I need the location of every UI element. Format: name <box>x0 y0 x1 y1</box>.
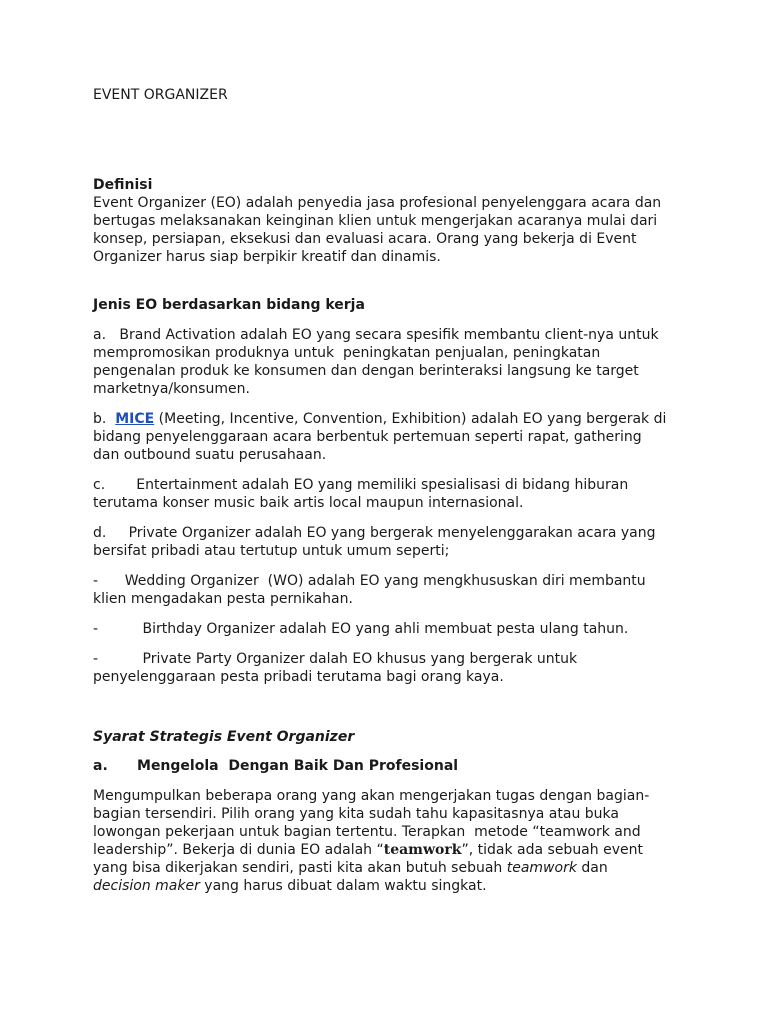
private-party-line: - Private Party Organizer dalah EO khusus yang bergerak untuk <box>93 651 578 667</box>
syarat-line4-post: ”, tidak ada sebuah event <box>461 842 643 858</box>
wedding-line: - Wedding Organizer (WO) adalah EO yang mengkhususkan diri membantu <box>93 573 646 589</box>
syarat-line4-pre: leadership”. Bekerja di dunia EO adalah “ <box>93 842 384 858</box>
paragraph-line: Event Organizer (EO) adalah penyedia jasa profesional penyelenggara acara dan <box>93 195 662 211</box>
syarat-line5-post: dan <box>576 860 608 876</box>
document-title: EVENT ORGANIZER <box>93 87 228 103</box>
syarat-line <box>93 859 608 877</box>
teamwork-italic: teamwork <box>506 860 577 876</box>
item-a-line: marketnya/konsumen. <box>93 381 250 397</box>
item-d-line: bersifat pribadi atau tertutup untuk umum seperti; <box>93 543 450 559</box>
syarat-line <box>93 877 487 895</box>
item-b-line: bidang penyelenggaraan acara berbentuk pertemuan seperti rapat, gathering <box>93 429 642 445</box>
definisi-heading: Definisi <box>93 177 153 193</box>
syarat-line: bagian tersendiri. Pilih orang yang kita sudah tahu kapasitasnya atau buka <box>93 806 619 822</box>
item-a-line: a. Brand Activation adalah EO yang secara spesifik membantu client-nya untuk <box>93 327 659 343</box>
item-b-rest: (Meeting, Incentive, Convention, Exhibition) adalah EO yang bergerak di <box>154 411 667 427</box>
wedding-line: klien mengadakan pesta pernikahan. <box>93 591 353 607</box>
mice-link[interactable]: MICE <box>115 411 155 427</box>
syarat-line <box>93 841 643 859</box>
syarat-heading: Syarat Strategis Event Organizer <box>93 729 355 745</box>
teamwork-bold: teamwork <box>383 842 462 858</box>
birthday-line: - Birthday Organizer adalah EO yang ahli membuat pesta ulang tahun. <box>93 621 629 637</box>
private-party-line: penyelenggaraan pesta pribadi terutama bagi orang kaya. <box>93 669 504 685</box>
item-b-line <box>93 410 666 428</box>
syarat-line: lowongan pekerjaan untuk bagian tertentu. Terapkan metode “teamwork and <box>93 824 641 840</box>
syarat-subheading: a. Mengelola Dengan Baik Dan Profesional <box>93 758 459 774</box>
syarat-line5-pre: yang bisa dikerjakan sendiri, pasti kita akan butuh sebuah <box>93 860 507 876</box>
paragraph-line: bertugas melaksanakan keinginan klien untuk mengerjakan acaranya mulai dari <box>93 213 658 229</box>
item-a-line: pengenalan produk ke konsumen dan dengan berinteraksi langsung ke target <box>93 363 639 379</box>
item-c-line: terutama konser music baik artis local maupun internasional. <box>93 495 524 511</box>
item-b-line: dan outbound suatu perusahaan. <box>93 447 327 463</box>
paragraph-line: konsep, persiapan, eksekusi dan evaluasi acara. Orang yang bekerja di Event <box>93 231 637 247</box>
paragraph-line: Organizer harus siap berpikir kreatif dan dinamis. <box>93 249 441 265</box>
item-a-line: mempromosikan produknya untuk peningkatan penjualan, peningkatan <box>93 345 601 361</box>
decision-maker-italic: decision maker <box>93 878 200 894</box>
jenis-heading: Jenis EO berdasarkan bidang kerja <box>93 297 365 313</box>
item-c-line: c. Entertainment adalah EO yang memiliki spesialisasi di bidang hiburan <box>93 477 629 493</box>
syarat-line: Mengumpulkan beberapa orang yang akan mengerjakan tugas dengan bagian- <box>93 788 650 804</box>
item-b-prefix: b. <box>93 411 116 427</box>
syarat-line6-post: yang harus dibuat dalam waktu singkat. <box>199 878 487 894</box>
item-d-line: d. Private Organizer adalah EO yang bergerak menyelenggarakan acara yang <box>93 525 656 541</box>
